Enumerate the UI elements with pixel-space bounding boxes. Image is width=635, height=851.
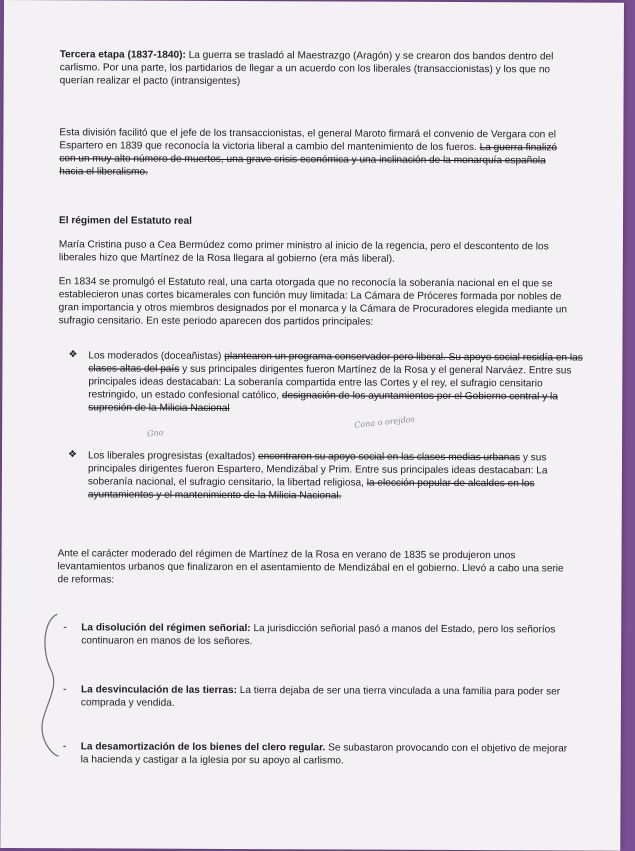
reform-text: La jurisdicción señorial pasó a manos del Estado, pero los señoríos continuaron en manos de los señores.: [81, 623, 556, 648]
reform-title: La desamortización de los bienes del clero regular.: [80, 741, 326, 754]
bullet-progresistas: [88, 449, 588, 503]
progresistas-text: y sus principales dirigentes fueron Espartero, Mendizábal y Prim. Entre sus principales ideas destacaban: La soberanía nacional, el sufragio censitario, la libertad religiosa,: [87, 452, 548, 489]
reform-item: [81, 621, 561, 649]
handwritten-bracket: [29, 610, 66, 760]
moderados-text: y sus principales dirigentes fueron Martínez de la Rosa y el general Narváez. Entre sus principales ideas destacaban: La soberanía compartida entre las Cortes y el rey, el sufragio censitario restringido, un estado confesional católico,: [88, 363, 572, 402]
bullet-diamond-icon: ❖: [68, 349, 78, 361]
paragraph-estatuto: En 1834 se promulgó el Estatuto real, una carta otorgada que no reconocía la soberanía nacional en el que se establecieron unas cortes bicamerales con función muy limitada: La Cámara de Próceres formada por nobles de gran importancia y otros miembros designados por el monarca y la Cámara de Procuradores elegida mediante un sufragio censitario. En este periodo aparecen dos partidos principales:: [58, 276, 568, 328]
paragraph-mendizabal: Ante el carácter moderado del régimen de Martínez de la Rosa en verano de 1835 se produjeron unos levantamientos urbanos que finalizaron en el asentamiento de Mendizábal en el gobierno. Llevó a cabo una serie de reformas:: [57, 548, 564, 586]
dash-marker-icon: -: [62, 683, 67, 696]
bullet-moderados: [88, 349, 586, 416]
tercera-etapa-label: Tercera etapa (1837-1840):: [59, 49, 186, 61]
moderados-intro: Los moderados (doceañistas): [88, 350, 225, 362]
maroto-struck-text: La guerra finalizó con un muy alto número de muertos, una grave crisis económica y una inclinación de la monarquía española hacia el liberalismo.: [59, 142, 558, 178]
reform-item: [81, 683, 561, 711]
section-heading: El régimen del Estatuto real: [59, 215, 193, 227]
dash-marker-icon: -: [62, 740, 67, 753]
paragraph-tercera-etapa: [60, 48, 572, 89]
maroto-text: Esta división facilitó que el jefe de los transaccionistas, el general Maroto firmará el convenio de Vergara con el Espartero en 1839 que reconocía la victoria liberal a cambio del mantenimiento de los fueros.: [59, 127, 556, 154]
reform-text: Se subastaron provocando con el objetivo de mejorar la hacienda y castigar a la iglesia por su apoyo al carlismo.: [80, 742, 568, 767]
handwritten-note-2: Cona o orejdos: [353, 414, 416, 430]
reform-title: La disolución del régimen señorial:: [81, 622, 251, 635]
paragraph-regencia: María Cristina puso a Cea Bermúdez como primer ministro al inicio de la regencia, pero el descontento de los liberales hizo que Martínez de la Rosa llegara al gobierno (era más liberal).: [58, 239, 549, 265]
handwritten-note-1: Gno: [146, 427, 164, 439]
reform-text: La tierra dejaba de ser una tierra vinculada a una familia para poder ser comprada y vendida.: [80, 685, 561, 709]
reform-item: [81, 740, 576, 768]
dash-marker-icon: -: [63, 621, 67, 634]
progresistas-intro: Los liberales progresistas (exaltados): [87, 450, 259, 463]
paragraph-maroto: [59, 126, 571, 180]
tercera-etapa-text: La guerra se trasladó al Maestrazgo (Aragón) y se crearon dos bandos dentro del carlismo. Por una parte, los partidarios de llegar a un acuerdo con los liberales (transaccionistas) y los que no querían realizar el pacto (intransigentes): [59, 49, 554, 88]
reform-title: La desvinculación de las tierras:: [80, 684, 237, 697]
moderados-struck-1: plantearon un programa conservador pero liberal. Su apoyo social residía en las clases altas del país: [88, 350, 583, 375]
progresistas-struck-2: la elección popular de alcaldes en los ayuntamientos y el mantenimiento de la Milicia Nacional.: [87, 477, 535, 502]
bullet-diamond-icon: ❖: [67, 449, 78, 461]
progresistas-struck-1: encontraron su apoyo social en las clases medias urbanas: [257, 451, 521, 464]
moderados-struck-2: designación de los ayuntamientos por el Gobierno central y la supresión de la Milicia Nacional: [88, 390, 558, 414]
